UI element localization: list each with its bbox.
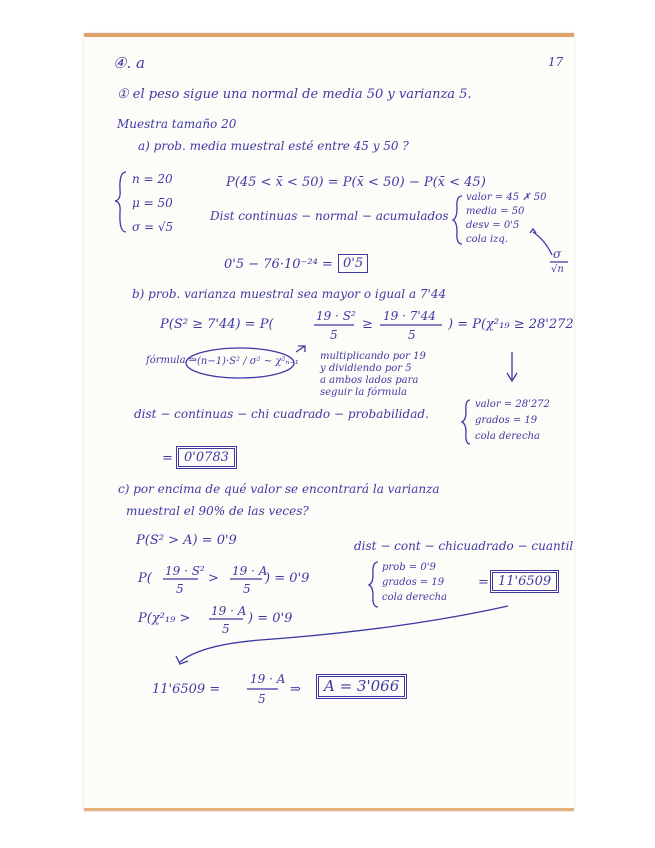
final-left: 11'6509 = bbox=[152, 682, 221, 697]
data-sigma: σ = √5 bbox=[132, 220, 174, 234]
c-eq2-f2-den: 5 bbox=[243, 582, 251, 596]
side-c-eq: = bbox=[478, 575, 489, 590]
result-a: 0'5 bbox=[338, 254, 368, 273]
result-b: 0'0783 bbox=[176, 446, 237, 469]
question-a: a) prob. media muestral esté entre 45 y 50 ? bbox=[138, 139, 409, 153]
question-c-line1: c) por encima de qué valor se encontrará la varianza bbox=[118, 482, 440, 496]
c-eq3-left: P(χ²₁₉ > bbox=[138, 611, 191, 626]
problem-statement: ① el peso sigue una normal de media 50 y varianza 5. bbox=[117, 87, 472, 102]
dist-a: Dist continuas − normal − acumulados bbox=[210, 209, 449, 223]
note-a-3: desv = 0'5 bbox=[466, 220, 520, 231]
question-c-line2: muestral el 90% de las veces? bbox=[126, 504, 309, 518]
b-frac2-den: 5 bbox=[408, 328, 416, 342]
arrow-sigma bbox=[533, 232, 552, 255]
brace-left bbox=[115, 172, 126, 232]
final-den: 5 bbox=[258, 692, 266, 706]
note-b-1: multiplicando por 19 bbox=[320, 351, 426, 362]
brace-notes-b bbox=[462, 400, 470, 444]
arrow-formula bbox=[296, 346, 305, 352]
note-a-2: media = 50 bbox=[466, 206, 525, 217]
b-frac1-num: 19 · S² bbox=[316, 309, 356, 323]
c-eq3-f-den: 5 bbox=[222, 622, 230, 636]
side-b-1: valor = 28'272 bbox=[475, 399, 550, 410]
c-eq3-f-num: 19 · A bbox=[211, 604, 247, 618]
c-eq2-f2-num: 19 · A bbox=[232, 564, 268, 578]
final-result: A = 3'066 bbox=[316, 674, 407, 699]
data-n: n = 20 bbox=[132, 172, 173, 186]
note-b-2: y dividiendo por 5 bbox=[320, 363, 412, 374]
final-arrow: ⇒ bbox=[290, 682, 301, 697]
side-c-2: grados = 19 bbox=[382, 577, 445, 588]
note-a-4: cola izq. bbox=[466, 234, 509, 245]
formula-label: fórmula ⇒ bbox=[146, 355, 198, 366]
side-c-1: prob = 0'9 bbox=[382, 562, 436, 573]
result-b-eq: = bbox=[162, 451, 173, 466]
sigma-frac-num: σ bbox=[553, 247, 562, 261]
equation-a: P(45 < x̄ < 50) = P(x̄ < 50) − P(x̄ < 45) bbox=[226, 175, 486, 190]
equation-c-1: P(S² > A) = 0'9 bbox=[136, 533, 237, 548]
formula: (n−1)·S² / σ² ~ χ²ₙ₋₁ bbox=[197, 356, 299, 367]
c-eq2-gt: > bbox=[208, 571, 219, 586]
brace-notes-c bbox=[369, 562, 378, 607]
side-c-result: 11'6509 bbox=[490, 570, 559, 593]
c-eq2-f1-num: 19 · S² bbox=[165, 564, 205, 578]
exercise-header: ④. a bbox=[113, 54, 145, 72]
note-b-3: a ambos lados para bbox=[320, 375, 419, 386]
side-b-3: cola derecha bbox=[475, 431, 540, 442]
b-frac2-num: 19 · 7'44 bbox=[383, 309, 436, 323]
equation-b-right: ) = P(χ²₁₉ ≥ 28'272 bbox=[448, 317, 574, 332]
c-eq2-left: P( bbox=[138, 571, 152, 586]
note-a-1: valor = 45 ✗ 50 bbox=[466, 192, 547, 203]
c-eq2-f1-den: 5 bbox=[176, 582, 184, 596]
sigma-frac-den: √n bbox=[551, 264, 564, 275]
final-num: 19 · A bbox=[250, 672, 286, 686]
equation-b-left: P(S² ≥ 7'44) = P( bbox=[160, 317, 274, 332]
dist-c: dist − cont − chicuadrado − cuantil bbox=[354, 539, 574, 553]
side-c-3: cola derecha bbox=[382, 592, 447, 603]
result-a-left: 0'5 − 76·10⁻²⁴ = bbox=[224, 257, 333, 272]
c-eq2-right: ) = 0'9 bbox=[265, 571, 310, 586]
note-b-4: seguir la fórmula bbox=[320, 387, 407, 398]
side-b-2: grados = 19 bbox=[475, 415, 538, 426]
sample-size: Muestra tamaño 20 bbox=[117, 117, 237, 131]
c-eq3-right: ) = 0'9 bbox=[248, 611, 293, 626]
arrow-down-b bbox=[507, 352, 517, 381]
data-mu: μ = 50 bbox=[132, 196, 173, 210]
dist-b: dist − continuas − chi cuadrado − probabilidad. bbox=[134, 407, 429, 421]
b-ge: ≥ bbox=[362, 317, 373, 332]
page-number: 17 bbox=[548, 55, 564, 69]
brace-notes-a bbox=[453, 196, 462, 244]
b-frac1-den: 5 bbox=[330, 328, 338, 342]
question-b: b) prob. varianza muestral sea mayor o igual a 7'44 bbox=[132, 287, 447, 301]
